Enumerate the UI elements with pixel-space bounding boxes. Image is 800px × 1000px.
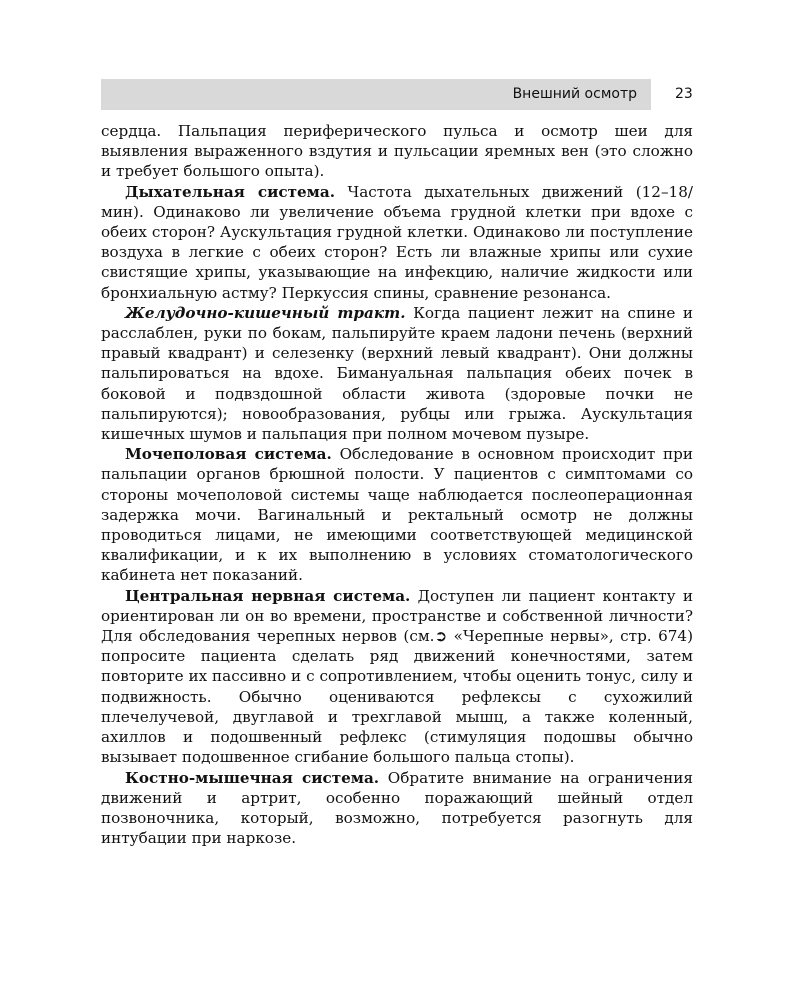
cross-reference-arrow-icon: ➲ — [434, 627, 448, 646]
section-heading-musculoskeletal: Костно-мышечная система. — [125, 768, 380, 787]
running-head-bar — [101, 79, 651, 110]
running-title: Внешний осмотр — [512, 86, 637, 102]
section-heading-respiratory: Дыхательная система. — [125, 182, 335, 201]
paragraph-text: Когда пациент лежит на спине и расслаблен, руки по бокам, пальпируйте краем ладони печень (верхний правый квадрант) и селезенку (верхний левый квадрант). Они должны пальпироваться на вдохе. Бимануальная пальпация обеих почек в боковой и подвздошной области живота (здоровые почки не пальпируются); новообразования, рубцы или грыжа. Аускультация кишечных шумов и пальпация при полном мочевом пузыре. — [101, 303, 693, 444]
paragraph-text: Частота дыхательных движений (12–18/мин). Одинаково ли увеличение объема грудной клетки при вдохе с обеих сторон? Аускультация грудной клетки. Одинаково ли поступление воздуха в легкие с обеих сторон? Есть ли влажные хрипы или сухие свистящие хрипы, указывающие на инфекцию, наличие жидкости или бронхиальную астму? Перкуссия спины, сравнение резонанса. — [101, 182, 693, 302]
paragraph-genitourinary — [101, 444, 693, 585]
paragraph-text: Обратите внимание на ограничения движений и артрит, особенно поражающий шейный отдел позвоночника, который, возможно, потребуется разогнуть для интубации при наркозе. — [101, 768, 693, 848]
paragraph-text: «Черепные нервы», стр. 674) попросите пациента сделать ряд движений конечностями, затем повторите их пассивно и с сопротивлением, чтобы оценить тонус, силу и подвижность. Обычно оцениваются рефлексы с сухожилий плечелучевой, двуглавой и трехглавой мышц, а также коленный, ахиллов и подошвенный рефлекс (стимуляция подошвы обычно вызывает подошвенное сгибание большого пальца стопы). — [101, 627, 693, 767]
paragraph-text: сердца. Пальпация периферического пульса и осмотр шеи для выявления выраженного вздутия и пульсации яремных вен (это сложно и требует большого опыта). — [101, 122, 693, 181]
page-number: 23 — [675, 86, 693, 102]
section-heading-genitourinary: Мочеполовая система. — [125, 445, 332, 464]
section-heading-cns: Центральная нервная система. — [125, 586, 411, 605]
paragraph-text: Доступен ли пациент контакту и ориентирован ли он во времени, пространстве и собственной личности? Для обследования черепных нервов (см. — [101, 586, 693, 646]
paragraph-respiratory — [101, 182, 693, 303]
body-text — [101, 121, 693, 848]
paragraph-musculoskeletal — [101, 768, 693, 849]
paragraph-text: Обследование в основном происходит при пальпации органов брюшной полости. У пациентов с симптомами со стороны мочеполовой системы чаще наблюдается послеоперационная задержка мочи. Вагинальный и ректальный осмотр не должны проводиться лицами, не имеющими соответствующей медицинской квалификации, и к их выполнению в условиях стоматологического кабинета нет показаний. — [101, 445, 693, 585]
paragraph-gastrointestinal — [101, 303, 693, 444]
paragraph-cns — [101, 586, 693, 768]
paragraph-cardio-continuation — [101, 121, 693, 182]
section-heading-gastrointestinal: Желудочно-кишечный тракт. — [125, 303, 406, 322]
